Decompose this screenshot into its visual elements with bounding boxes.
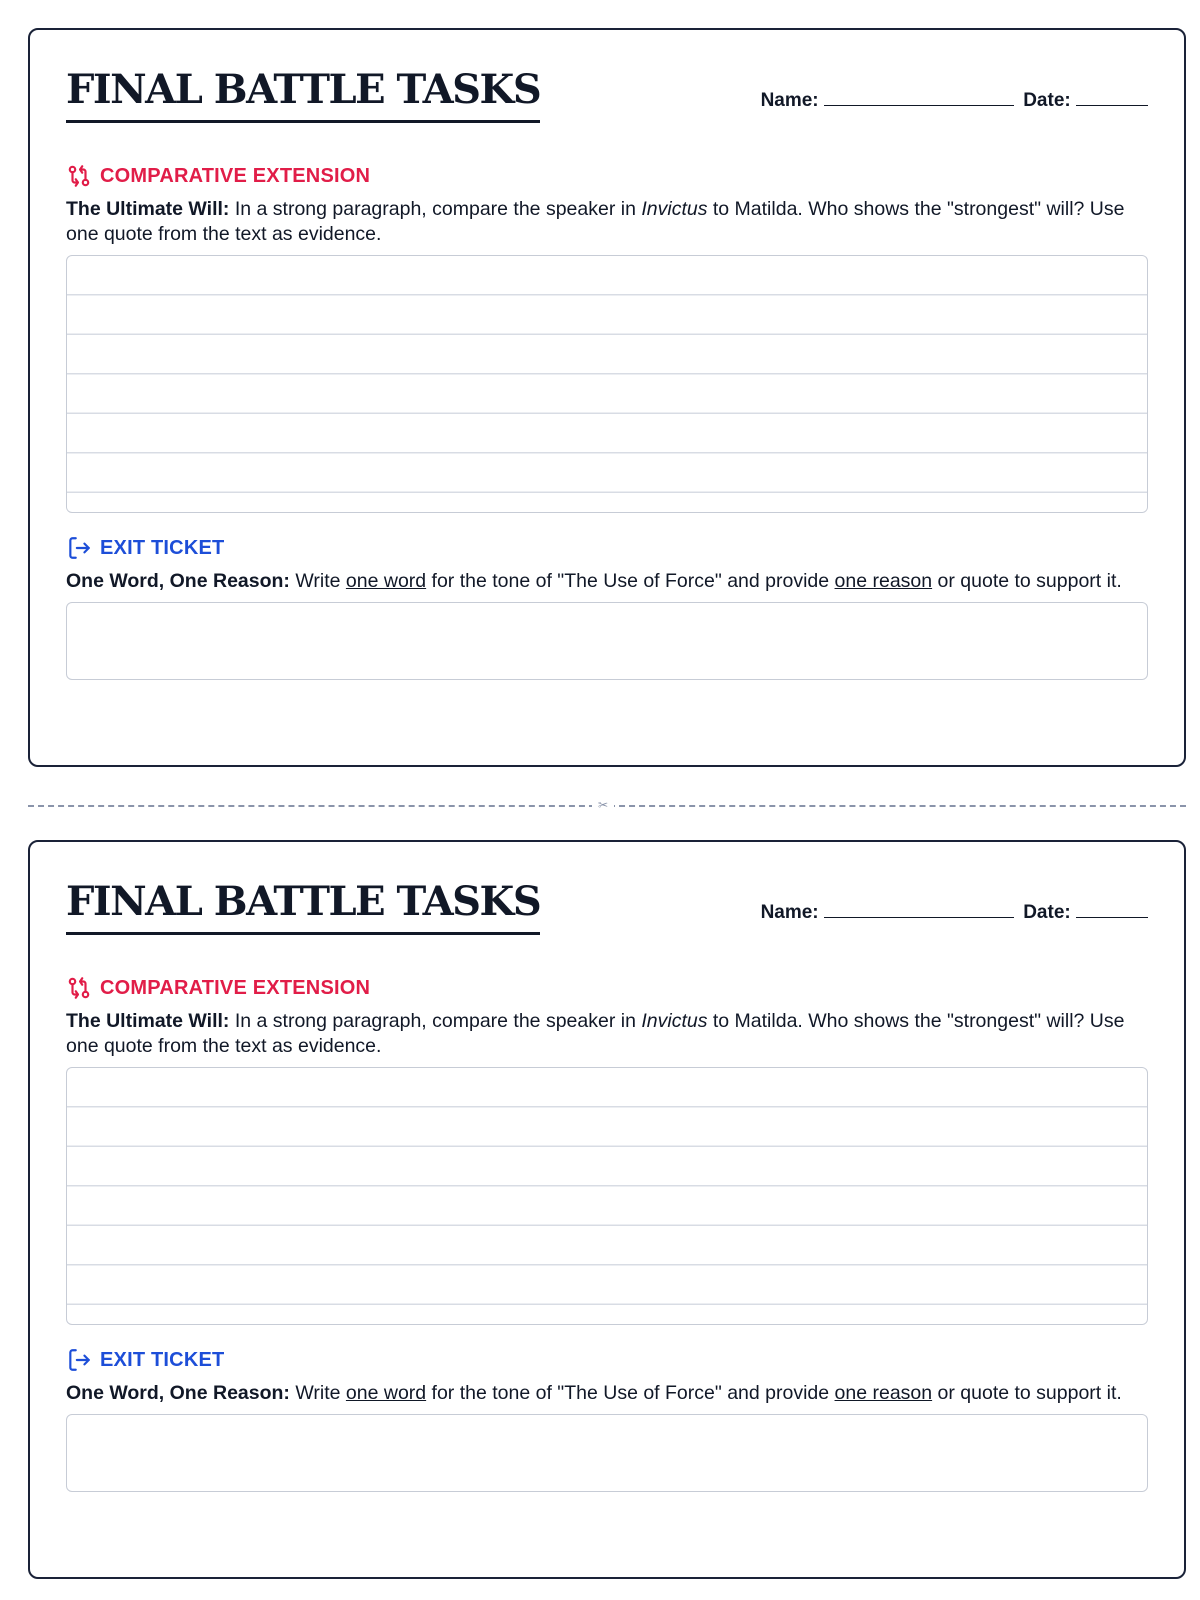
worksheet-title: FINAL BATTLE TASKS (66, 70, 540, 123)
comparative-extension-heading (66, 163, 1148, 189)
exit-ticket-heading (66, 1347, 1148, 1373)
exit-prompt-text-3: or quote to support it. (932, 570, 1122, 592)
comparative-prompt-text-2: to Matilda. Who shows the "strongest" will? Use one quote from the text as evidence. (66, 1010, 1125, 1057)
name-date-fields (761, 902, 1148, 924)
comparative-prompt (66, 197, 1148, 247)
exit-prompt-underline-2: one reason (834, 570, 933, 592)
name-blank[interactable] (824, 902, 1014, 918)
exit-ticket-prompt-lead: One Word, One Reason: (66, 570, 290, 592)
exit-ticket-label: EXIT TICKET (100, 1348, 225, 1371)
comparative-answer-lines[interactable] (66, 255, 1148, 513)
exit-ticket-label: EXIT TICKET (100, 536, 225, 559)
exit-icon (66, 1347, 92, 1373)
name-date-fields (761, 90, 1148, 112)
comparative-prompt-lead: The Ultimate Will: (66, 1010, 230, 1032)
name-label: Name: (760, 90, 819, 111)
exit-prompt-text-1: Write (289, 570, 346, 592)
date-label: Date: (1023, 90, 1071, 111)
date-label: Date: (1023, 902, 1071, 923)
comparative-answer-lines[interactable] (66, 1067, 1148, 1325)
worksheet-header (66, 842, 1148, 942)
git-compare-icon (66, 163, 92, 189)
comparative-extension-label: COMPARATIVE EXTENSION (100, 976, 371, 999)
exit-icon (66, 535, 92, 561)
comparative-prompt-title: Invictus (641, 198, 708, 220)
worksheet-card-bottom (28, 840, 1186, 1579)
exit-prompt-text-2: for the tone of "The Use of Force" and provide (426, 570, 835, 592)
comparative-extension-heading (66, 975, 1148, 1001)
scissors-icon: ✂ (592, 797, 614, 813)
date-blank[interactable] (1076, 90, 1148, 106)
comparative-prompt-text-2: to Matilda. Who shows the "strongest" will? Use one quote from the text as evidence. (66, 198, 1125, 245)
exit-ticket-prompt (66, 1381, 1148, 1406)
worksheet-card-top (28, 28, 1186, 767)
worksheet-header (66, 30, 1148, 130)
exit-prompt-underline-1: one word (345, 570, 427, 592)
worksheet-title: FINAL BATTLE TASKS (66, 882, 540, 935)
name-label: Name: (760, 902, 819, 923)
exit-prompt-text-1: Write (289, 1382, 346, 1404)
comparative-prompt (66, 1009, 1148, 1059)
comparative-prompt-text-1: In a strong paragraph, compare the speaker in (229, 1010, 642, 1032)
exit-prompt-text-3: or quote to support it. (932, 1382, 1122, 1404)
exit-ticket-answer-box[interactable] (66, 1414, 1148, 1492)
exit-prompt-underline-2: one reason (834, 1382, 933, 1404)
comparative-prompt-lead: The Ultimate Will: (66, 198, 230, 220)
date-blank[interactable] (1076, 902, 1148, 918)
exit-prompt-text-2: for the tone of "The Use of Force" and provide (426, 1382, 835, 1404)
comparative-prompt-title: Invictus (641, 1010, 708, 1032)
exit-ticket-prompt (66, 569, 1148, 594)
comparative-prompt-text-1: In a strong paragraph, compare the speaker in (229, 198, 642, 220)
exit-ticket-heading (66, 535, 1148, 561)
name-blank[interactable] (824, 90, 1014, 106)
comparative-extension-label: COMPARATIVE EXTENSION (100, 164, 371, 187)
exit-ticket-prompt-lead: One Word, One Reason: (66, 1382, 290, 1404)
exit-ticket-answer-box[interactable] (66, 602, 1148, 680)
git-compare-icon (66, 975, 92, 1001)
exit-prompt-underline-1: one word (345, 1382, 427, 1404)
